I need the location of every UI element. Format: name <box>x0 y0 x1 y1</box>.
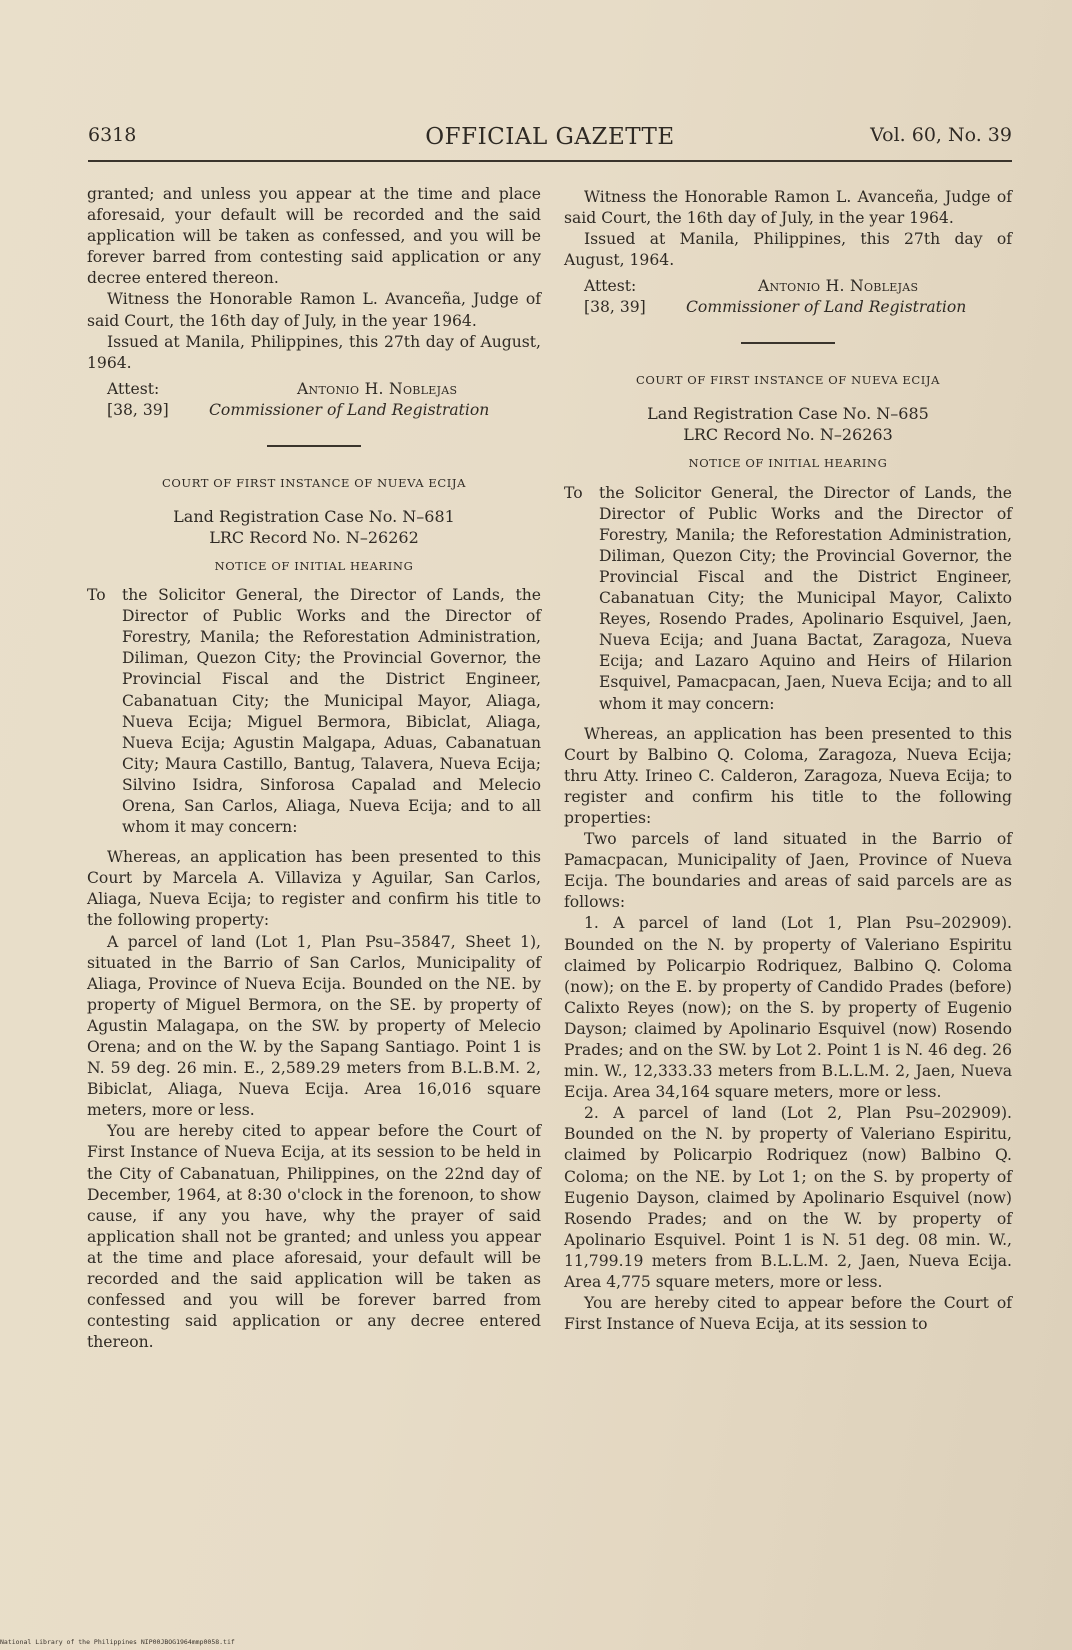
to-word: To <box>564 483 583 502</box>
parcel-2-paragraph: 2. A parcel of land (Lot 2, Plan Psu–202909). Bounded on the N. by property of Valeriano Espiritu, claimed by Policarpio Rodriquez (now) Balbino Q. Coloma; on the NE. by Lot 1; on the S. by property of Eugenio Dayson, claimed by Apolinario Esquivel (now) Rosendo Prades; and on the W. by property of Apolinario Esquivel. Point 1 is N. 51 deg. 08 min. W., 11,799.19 meters from B.L.L.M. 2, Jaen, Nueva Ecija. Area 4,775 square meters, more or less. <box>564 1104 1012 1292</box>
issued-paragraph: Issued at Manila, Philippines, this 27th day of August, 1964. <box>87 332 541 372</box>
page-header <box>88 124 1012 156</box>
attest-ref: [38, 39] <box>584 298 646 317</box>
carryover-paragraph: granted; and unless you appear at the time and place aforesaid, your default will be recorded and the said application will be taken as confessed, and you will be forever barred from contesting said application or any decree entered thereon. <box>87 185 541 288</box>
attest-label: Attest: <box>107 379 160 398</box>
right-column <box>564 187 1012 1335</box>
citation-paragraph: You are hereby cited to appear before the Court of First Instance of Nueva Ecija, at its session to <box>564 1294 1012 1334</box>
header-rule <box>88 160 1012 162</box>
section-divider <box>267 445 361 447</box>
attest-block <box>564 276 1012 320</box>
volume-number: Vol. 60, No. 39 <box>870 124 1012 146</box>
notice-heading: NOTICE OF INITIAL HEARING <box>214 558 414 573</box>
witness-paragraph: Witness the Honorable Ramon L. Avanceña, Judge of said Court, the 16th day of July, in the year 1964. <box>564 188 1012 228</box>
record-number: LRC Record No. N–26262 <box>209 527 419 547</box>
scan-stamp: National Library of the Philippines NIP00JBOG1964mmp0058.tif <box>0 1638 235 1646</box>
attest-name: Antonio H. Noblejas <box>297 379 458 398</box>
parcels-paragraph: Two parcels of land situated in the Barrio of Pamacpacan, Municipality of Jaen, Province of Nueva Ecija. The boundaries and areas of said parcels are as follows: <box>564 830 1012 912</box>
attest-name: Antonio H. Noblejas <box>758 277 919 296</box>
addressee-block <box>564 483 1012 715</box>
court-heading: COURT OF FIRST INSTANCE OF NUEVA ECIJA <box>635 373 941 388</box>
parcel-1-paragraph: 1. A parcel of land (Lot 1, Plan Psu–202909). Bounded on the N. by property of Valeriano Espiritu claimed by Policarpio Rodriquez, Balbino Q. Coloma (now); on the E. by property of Candido Prades (before) Calixto Reyes (now); on the S. by property of Eugenio Dayson; claimed by Apolinario Esquivel (now) Rosendo Prades; and on the SW. by Lot 2. Point 1 is N. 46 deg. 26 min. W., 12,333.33 meters from B.L.L.M. 2, Jaen, Nueva Ecija. Area 34,164 square meters, more or less. <box>564 914 1012 1102</box>
attest-title: Commissioner of Land Registration <box>686 298 967 317</box>
whereas-paragraph: Whereas, an application has been presented to this Court by Balbino Q. Coloma, Zaragoza, Nueva Ecija; thru Atty. Irineo C. Calderon, Zaragoza, Nueva Ecija; to register and confirm his title to the following properties: <box>564 724 1012 827</box>
issued-paragraph: Issued at Manila, Philippines, this 27th day of August, 1964. <box>564 230 1012 270</box>
record-number: LRC Record No. N–26263 <box>683 425 893 445</box>
witness-paragraph: Witness the Honorable Ramon L. Avanceña, Judge of said Court, the 16th day of July, in the year 1964. <box>87 290 541 330</box>
court-heading: COURT OF FIRST INSTANCE OF NUEVA ECIJA <box>161 475 467 490</box>
addressee-text: the Solicitor General, the Director of Lands, the Director of Public Works and the Director of Forestry, Manila; the Reforestation Administration, Diliman, Quezon City; the Provincial Governor, the Provincial Fiscal and the District Engineer, Cabanatuan City; the Municipal Mayor, Aliaga, Nueva Ecija; Miguel Bermora, Bibiclat, Aliaga, Nueva Ecija; Agustin Malgapa, Aduas, Cabanatuan City; Maura Castillo, Bantug, Talavera, Nueva Ecija; Silvino Isidra, Sinforosa Capalad and Melecio Orena, San Carlos, Aliaga, Nueva Ecija; and to all whom it may concern: <box>122 586 541 837</box>
left-column <box>87 184 541 1353</box>
whereas-paragraph: Whereas, an application has been presented to this Court by Marcela A. Villaviza y Aguilar, San Carlos, Aliaga, Nueva Ecija; to register and confirm his title to the following property: <box>87 848 541 930</box>
parcel-paragraph: A parcel of land (Lot 1, Plan Psu–35847, Sheet 1), situated in the Barrio of San Carlos, Municipality of Aliaga, Province of Nueva Ecija. Bounded on the NE. by property of Miguel Bermora, on the SE. by property of Agustin Malagapa, on the SW. by property of Melecio Orena; and on the W. by the Sapang Santiago. Point 1 is N. 59 deg. 26 min. E., 2,589.29 meters from B.L.B.M. 2, Bibiclat, Aliaga, Nueva Ecija. Area 16,016 square meters, more or less. <box>87 932 541 1120</box>
case-number: Land Registration Case No. N–681 <box>173 506 455 526</box>
citation-paragraph: You are hereby cited to appear before the Court of First Instance of Nueva Ecija, at its session to be held in the City of Cabanatuan, Philippines, on the 22nd day of December, 1964, at 8:30 o'clock in the forenoon, to show cause, if any you have, why the prayer of said application shall not be granted; and unless you appear at the time and place aforesaid, your default will be recorded and the said application will be taken as confessed and you will be forever barred from contesting said application or any decree entered thereon. <box>87 1122 541 1352</box>
to-word: To <box>87 586 106 605</box>
case-number: Land Registration Case No. N–685 <box>647 404 929 424</box>
notice-heading: NOTICE OF INITIAL HEARING <box>688 456 888 471</box>
page-number: 6318 <box>88 124 137 146</box>
section-divider <box>741 342 835 344</box>
gazette-title: OFFICIAL GAZETTE <box>425 124 675 150</box>
attest-ref: [38, 39] <box>107 400 169 419</box>
addressee-block <box>87 585 541 838</box>
attest-title: Commissioner of Land Registration <box>209 400 490 419</box>
attest-block <box>87 379 541 423</box>
addressee-text: the Solicitor General, the Director of Lands, the Director of Public Works and the Director of Forestry, Manila; the Reforestation Administration, Diliman, Quezon City; the Provincial Governor, the Provincial Fiscal and the District Engineer, Cabanatuan City; the Municipal Mayor, Calixto Reyes, Rosendo Prades, Apolinario Esquivel, Jaen, Nueva Ecija; and Juana Bactat, Zaragoza, Nueva Ecija; and Lazaro Aquino and Heirs of Hilarion Esquivel, Pamacpacan, Jaen, Nueva Ecija; and to all whom it may concern: <box>599 483 1012 713</box>
attest-label: Attest: <box>584 277 637 296</box>
